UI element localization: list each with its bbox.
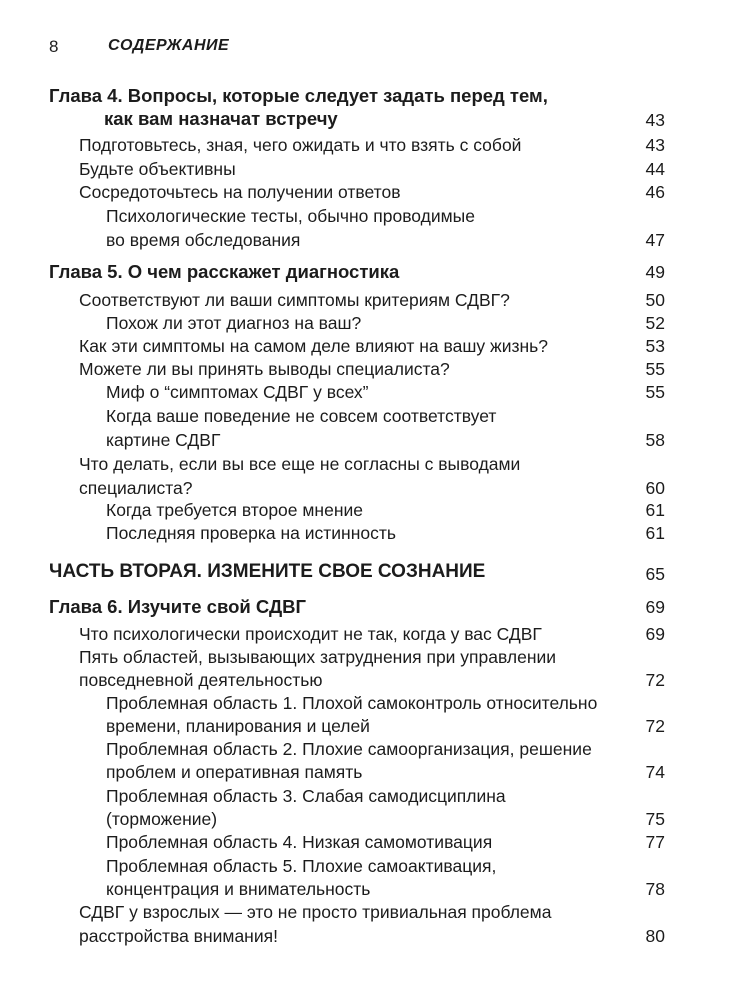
toc-subentry: Когда ваше поведение не совсем соответствует <box>106 406 497 426</box>
toc-page: 61 <box>645 523 665 543</box>
toc-page: 72 <box>645 716 665 736</box>
toc-entry: Подготовьтесь, зная, чего ожидать и что взять с собой <box>79 135 522 155</box>
toc-entry: специалиста? <box>79 478 193 498</box>
toc-page: 80 <box>645 926 665 946</box>
toc-page: 58 <box>645 430 665 450</box>
toc-page: 78 <box>645 879 665 899</box>
toc-entry: Пять областей, вызывающих затруднения при управлении <box>79 647 557 667</box>
toc-subentry: Миф о “симптомах СДВГ у всех” <box>106 382 369 402</box>
toc-subentry: Когда требуется второе мнение <box>106 500 363 520</box>
toc-page: 69 <box>645 624 665 644</box>
toc-page: 44 <box>645 159 665 179</box>
toc-entry: СДВГ у взрослых — это не просто тривиальная проблема <box>79 902 552 922</box>
toc-page: 47 <box>645 230 665 250</box>
toc-subentry: Проблемная область 1. Плохой самоконтроль относительно <box>106 693 598 713</box>
toc-subentry: проблем и оперативная память <box>106 762 363 782</box>
chapter-4-title-line-2: как вам назначат встречу <box>104 108 338 129</box>
toc-page: 46 <box>645 182 665 202</box>
toc-subentry: Проблемная область 3. Слабая самодисциплина <box>106 786 506 806</box>
toc-subentry: времени, планирования и целей <box>106 716 370 736</box>
toc-subentry: Последняя проверка на истинность <box>106 523 396 543</box>
chapter-5-page: 49 <box>645 262 665 282</box>
toc-page: 52 <box>645 313 665 333</box>
chapter-5-title: Глава 5. О чем расскажет диагностика <box>49 261 400 282</box>
toc-page: 72 <box>645 670 665 690</box>
toc-page: 61 <box>645 500 665 520</box>
toc-page: 50 <box>645 290 665 310</box>
toc-subentry: картине СДВГ <box>106 430 221 450</box>
toc-entry: повседневной деятельностью <box>79 670 323 690</box>
toc-entry: Можете ли вы принять выводы специалиста? <box>79 359 450 379</box>
page-number: 8 <box>49 37 59 56</box>
toc-page: 55 <box>645 359 665 379</box>
toc-entry: Будьте объективны <box>79 159 236 179</box>
toc-subentry: во время обследования <box>106 230 301 250</box>
running-title: СОДЕРЖАНИЕ <box>108 37 230 54</box>
toc-page: 43 <box>645 135 665 155</box>
toc-entry: Соответствуют ли ваши симптомы критериям СДВГ? <box>79 290 510 310</box>
toc-subentry: концентрация и внимательность <box>106 879 371 899</box>
chapter-4-title-line-1: Глава 4. Вопросы, которые следует задать перед тем, <box>49 85 548 106</box>
chapter-6-page: 69 <box>645 597 665 617</box>
toc-page: 74 <box>645 762 665 782</box>
toc-subentry: Психологические тесты, обычно проводимые <box>106 206 475 226</box>
chapter-6-title: Глава 6. Изучите свой СДВГ <box>49 596 307 617</box>
toc-subentry: Проблемная область 4. Низкая самомотивация <box>106 832 493 852</box>
toc-subentry: Похож ли этот диагноз на ваш? <box>106 313 362 333</box>
toc-subentry: Проблемная область 5. Плохие самоактивация, <box>106 856 497 876</box>
toc-subentry: Проблемная область 2. Плохие самоорганизация, решение <box>106 739 592 759</box>
toc-entry: Как эти симптомы на самом деле влияют на вашу жизнь? <box>79 336 549 356</box>
part-2-title: ЧАСТЬ ВТОРАЯ. ИЗМЕНИТЕ СВОЕ СОЗНАНИЕ <box>49 561 486 582</box>
toc-page: 77 <box>645 832 665 852</box>
toc-entry: расстройства внимания! <box>79 926 278 946</box>
toc-entry: Что психологически происходит не так, когда у вас СДВГ <box>79 624 542 644</box>
chapter-4-page: 43 <box>645 110 665 130</box>
toc-entry: Что делать, если вы все еще не согласны с выводами <box>79 454 521 474</box>
toc-page: 53 <box>645 336 665 356</box>
toc-page: 75 <box>645 809 665 829</box>
toc-page: 55 <box>645 382 665 402</box>
part-2-page: 65 <box>645 564 665 584</box>
toc-page: 60 <box>645 478 665 498</box>
toc-subentry: (торможение) <box>106 809 218 829</box>
toc-entry: Сосредоточьтесь на получении ответов <box>79 182 401 202</box>
